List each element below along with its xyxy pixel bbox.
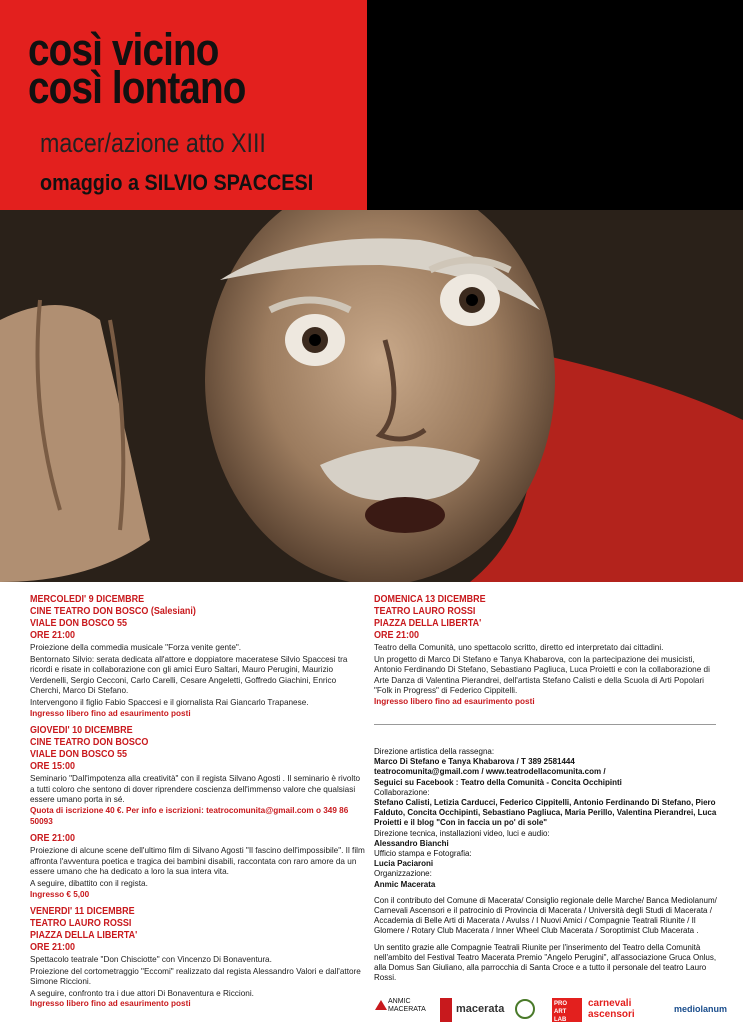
subtitle: macer/azione atto XIII [40,128,266,158]
event-note: Quota di iscrizione 40 €. Per info e iscrizioni: teatrocomunita@gmail.com o 349 86 50093 [30,805,349,826]
credits-line: Anmic Macerata [374,879,436,889]
event-text: Spettacolo teatrale "Don Chisciotte" con Vincenzo Di Bonaventura. [30,955,272,965]
coat-of-arms-icon [440,998,452,1022]
proart-logo: PRO ART LAB [552,998,582,1022]
event-text: Proiezione di alcune scene dell'ultimo film di Silvano Agosti "Il fascino dell'impossibile". Il film affronta l'avventura poetica e tragica dei bambini disabili, raccontata con raro amore da un essere umano che ha dedicato a loro la sua intera vita. [30,846,365,877]
credits-line: Collaborazione: [374,787,430,797]
event-text: Proiezione della commedia musicale "Forza venite gente". [30,643,242,652]
event-text: Intervengono il figlio Fabio Spaccesi e il giornalista Rai Giancarlo Trapanese. [30,697,309,707]
credits-line: Ufficio stampa e Fotografia: [374,849,472,859]
anmic-icon [374,998,388,1012]
event-date: VENERDI' 11 DICEMBRE [30,906,135,918]
event-date: GIOVEDI' 10 DICEMBRE [30,725,133,737]
event-venue: TEATRO LAURO ROSSI [374,606,476,617]
event-venue: CINE TEATRO DON BOSCO (Salesiani) [30,606,196,617]
event-time: ORE 21:00 [30,942,76,954]
event-text: Proiezione del cortometraggio "Eccomi" realizzato dal regista Alessandro Valori e dall'attore Simone Riccioni. [30,966,361,987]
event-dec-9 [30,594,365,719]
event-text: A seguire, confronto tra i due attori Di Bonaventura e Riccioni. [30,988,254,998]
credits-line: Stefano Calisti, Letizia Carducci, Federico Cippitelli, Antonio Ferdinando Di Stefano, Piero Falduto, Concita Occhipinti, Sebastiano Pagliuca, Maria Perillo, Valentina Pierandrei, Luca Proietti e il blog "Con in faccia un po' di sole" [374,798,717,828]
event-time: ORE 21:00 [30,833,76,845]
portrait-photo [0,210,743,582]
title-line-2: così lontano [28,62,246,113]
event-address: VIALE DON BOSCO 55 [30,749,128,761]
credits-line: Lucia Paciaroni [374,859,434,869]
sponsor-logos [374,998,734,1022]
event-note: Ingresso libero fino ad esaurimento posti [30,999,191,1009]
event-dec-10 [30,725,365,900]
event-text: Un progetto di Marco Di Stefano e Tanya Khabarova, con la partecipazione dei musicisti, Antonio Ferdinando Di Stefano, Sebastiano Pagliuca, Luca Proietti e con la collaborazione di Arte Danza di Valentina Pierandrei, dell'artista Stefano Calisti e della Scuola di Arti Popolari "Folk in Progress" di Federico Cippitelli. [374,654,710,696]
carnevali-logo: carnevali ascensori [588,998,635,1020]
seal-icon [514,998,538,1022]
event-note: Ingresso € 5,00 [30,889,90,899]
program-section [0,582,743,1024]
event-venue: CINE TEATRO DON BOSCO [30,737,149,749]
thanks-text: Un sentito grazie alle Compagnie Teatrali Riunite per l'inserimento del Teatro della Comunità nell'ambito del Festival Teatro Macerata Premio "Angelo Perugini", all'associazione Gruca Onlus, alla Domus San Giuliano, alla parrocchia di Santa Croce e a tutto il personale del teatro Lauro Rossi. [374,942,717,983]
contributors-text: Con il contributo del Comune di Macerata/ Consiglio regionale delle Marche/ Banca Mediolanum/ Carnevali Ascensori e il patrocinio di Provincia di Macerata / Università degli Studi di Macerata / Accademia di Belle Arti di Macerata / Avulss / I Nuovi Amici / Compagnie Teatrali Riunite / Il Glomere / Rotary Club Macerata / Inner Wheel Club Macerata / Soroptimist Club Macerata . [374,895,717,936]
mediolanum-logo: mediolanum [674,1004,728,1014]
event-note: Ingresso libero fino ad esaurimento posti [30,708,191,718]
macerata-logo: macerata [456,1003,505,1015]
credits-block [374,747,719,983]
event-dec-11 [30,906,365,1010]
event-text: Bentornato Silvio: serata dedicata all'attore e doppiatore maceratese Silvio Spaccesi tra ricordi e risate in collaborazione con gli amici Euro Saltari, Mauro Perugini, Maurizio Verdenelli, Sergio Cecconi, Carlo Carelli, Cesare Angeletti, Goffredo Giachini, Enrico Cherchi, Marco Di Stefano. [30,654,348,696]
event-text: A seguire, dibattito con il regista. [30,878,148,888]
event-date: DOMENICA 13 DICEMBRE [374,594,486,605]
anmic-logo: ANMIC MACERATA [374,998,432,1022]
section-divider [374,724,716,725]
event-time: ORE 21:00 [30,630,76,641]
event-time: ORE 15:00 [30,761,76,773]
event-text: Seminario "Dall'impotenza alla creatività" con il regista Silvano Agosti . Il seminario è rivolto a tutti coloro che sentono di dover riprendere coscienza dell'immenso valore che qualsiasi essere umano porta in sé. [30,774,361,805]
event-note: Ingresso libero fino ad esaurimento posti [374,696,535,706]
credits-line: Alessandro Bianchi [374,838,449,848]
credits-line: Direzione tecnica, installazioni video, luci e audio: [374,828,550,838]
program-right-column [374,594,719,714]
header-red-panel [0,0,367,210]
event-venue: TEATRO LAURO ROSSI [30,918,132,930]
event-address: PIAZZA DELLA LIBERTA' [374,618,482,629]
header-black-panel [367,0,743,210]
credits-line: Marco Di Stefano e Tanya Khabarova / T 389 2581444 [374,757,575,767]
title-line-1: così vicino [28,24,219,75]
credits-line: Organizzazione: [374,869,432,879]
event-address: VIALE DON BOSCO 55 [30,618,128,629]
event-time: ORE 21:00 [374,630,420,641]
program-left-column [30,594,365,1016]
event-address: PIAZZA DELLA LIBERTA' [30,930,138,942]
credits-line: Seguici su Facebook : Teatro della Comunità - Concita Occhipinti [374,777,622,787]
credits-line: teatrocomunita@gmail.com / www.teatrodellacomunita.com / [374,767,606,777]
credits-line: Direzione artistica della rassegna: [374,747,495,756]
event-date: MERCOLEDI' 9 DICEMBRE [30,594,145,605]
homage-line: omaggio a SILVIO SPACCESI [40,170,314,195]
event-dec-13 [374,594,719,708]
event-text: Teatro della Comunità, uno spettacolo scritto, diretto ed interpretato dai cittadini. [374,643,664,652]
